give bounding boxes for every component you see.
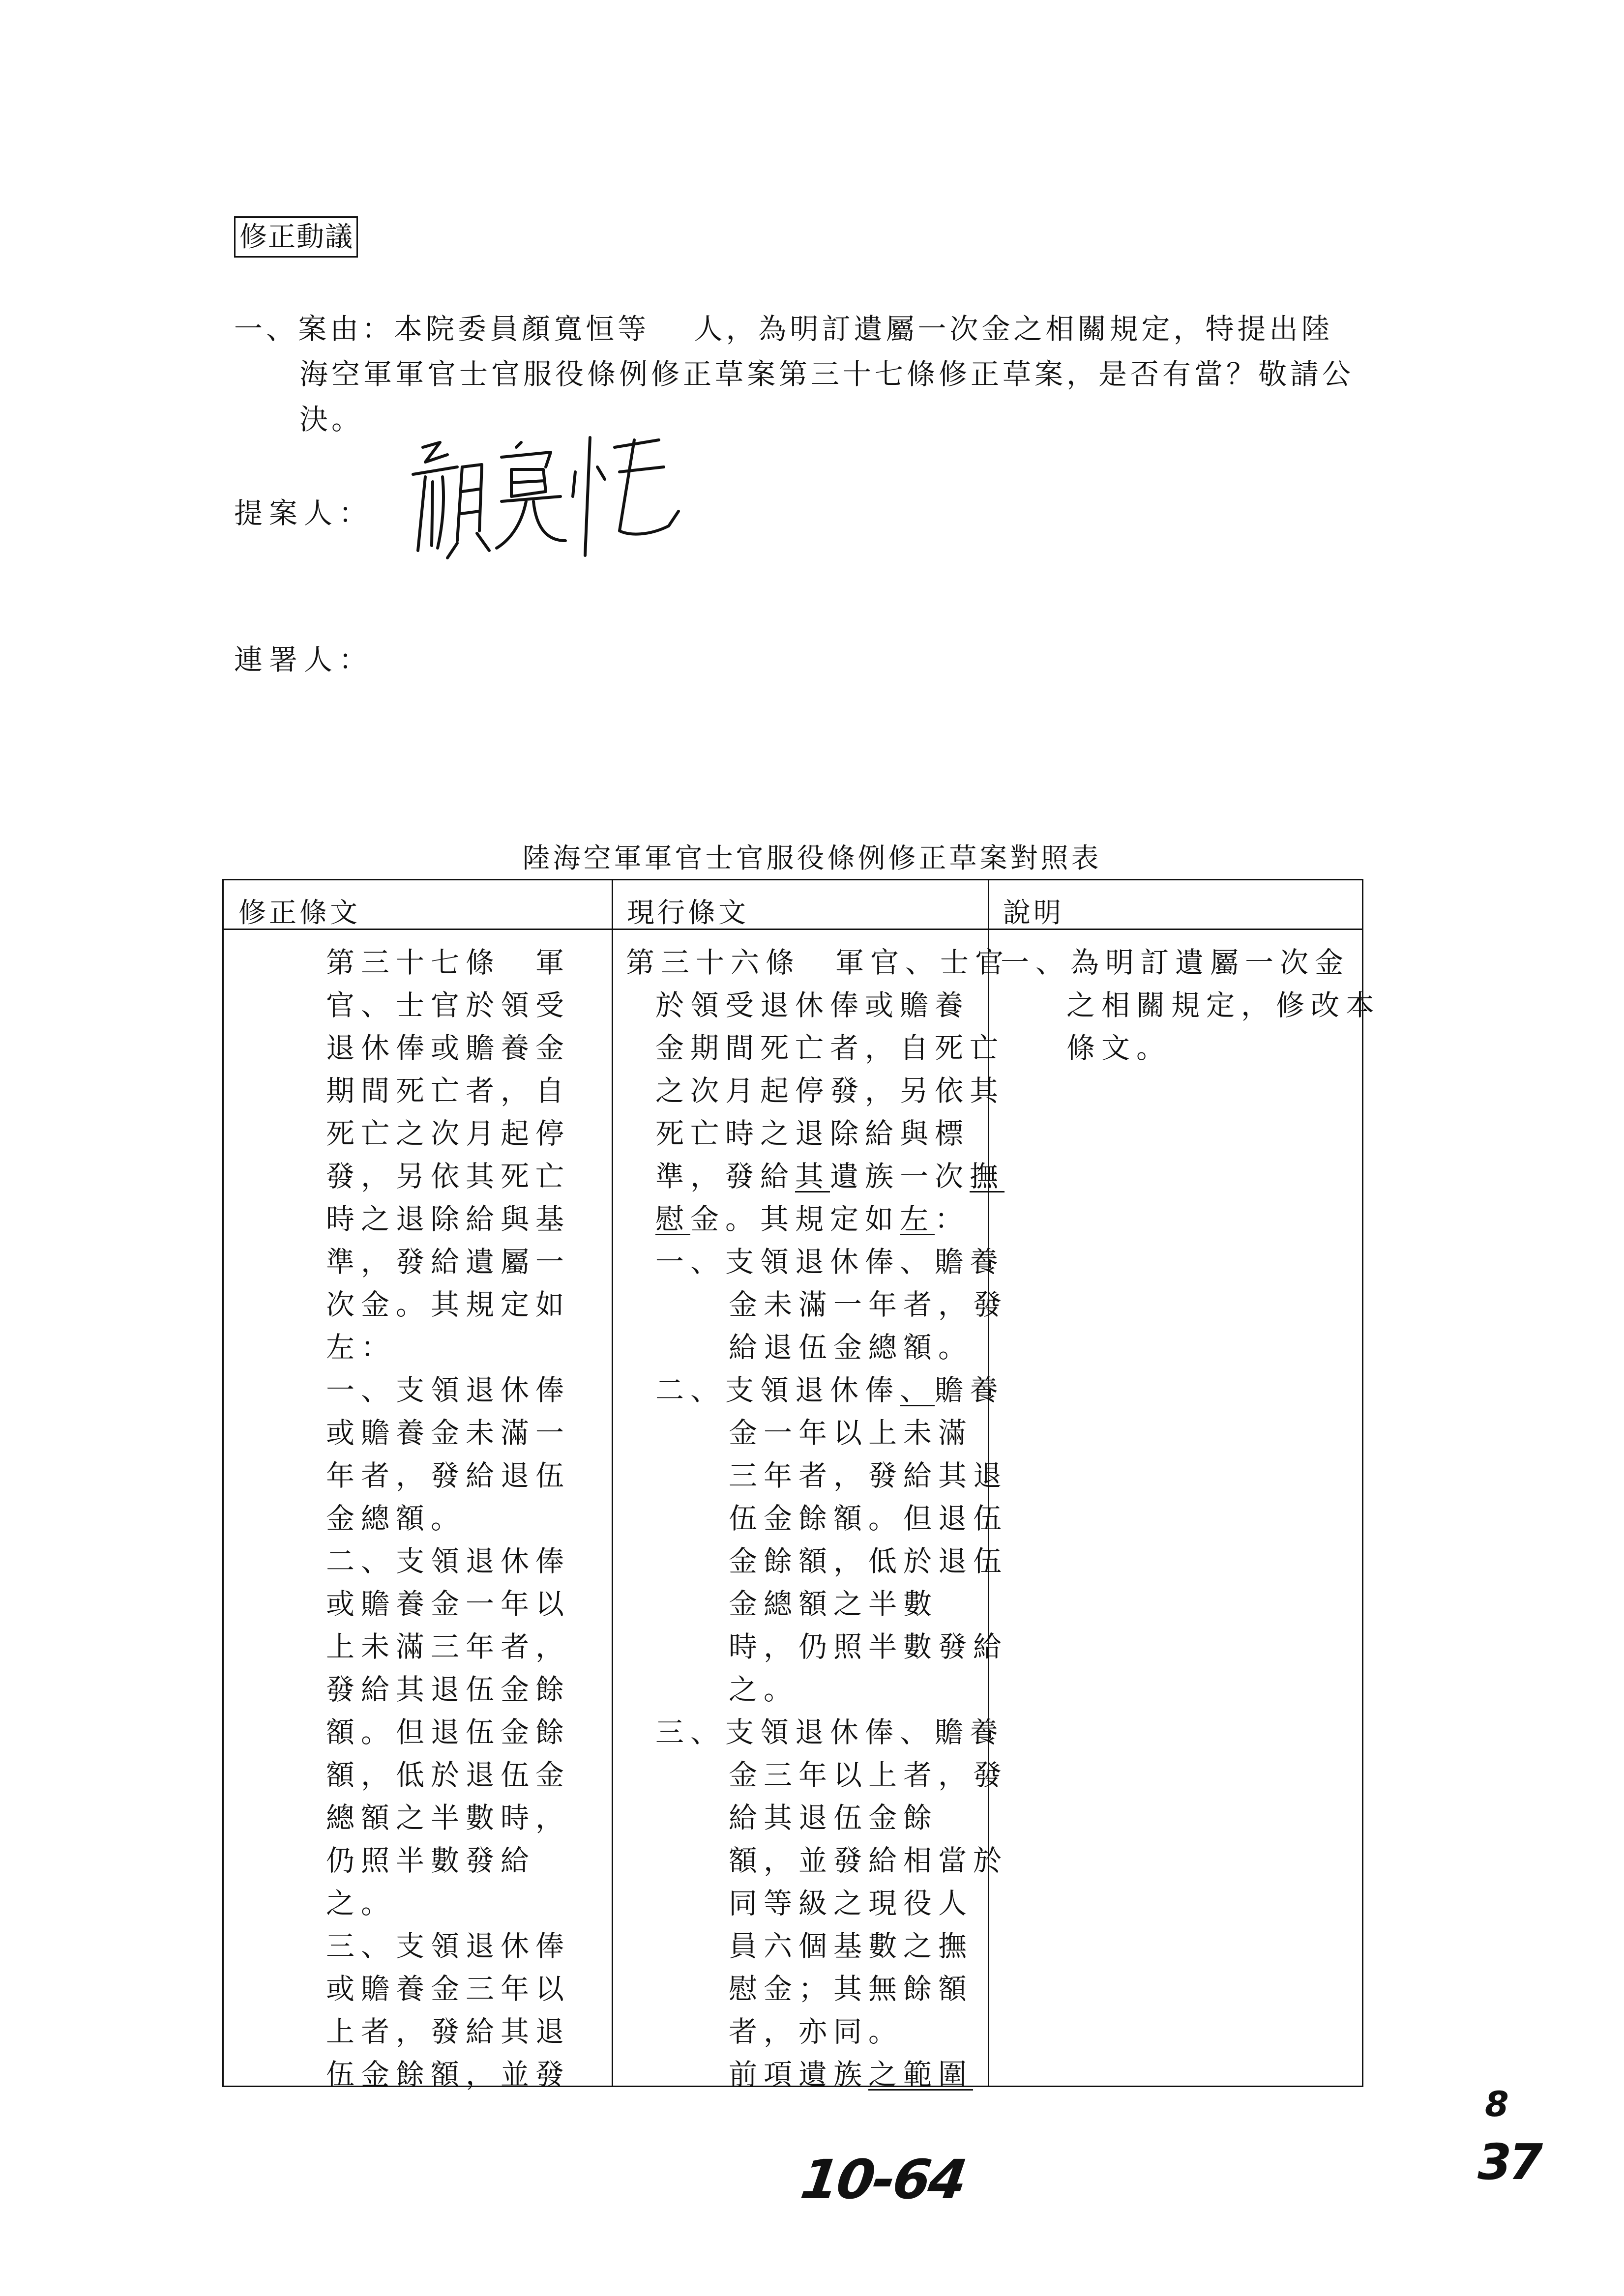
current-line <box>729 1966 973 2007</box>
amended-line: 之。 <box>326 1887 396 1920</box>
line-text: 給其退伍金餘 <box>729 1801 939 1834</box>
current-line <box>729 1624 1008 1665</box>
explanation-line: 之相關規定，修改本 <box>1066 988 1381 1022</box>
current-line <box>729 1281 1008 1323</box>
line-text: 死亡時之退除給與標 <box>655 1117 970 1150</box>
current-line <box>729 1453 1008 1494</box>
amended-line: 期間死亡者，自 <box>326 1074 571 1107</box>
current-line <box>729 1324 973 1366</box>
amended-line: 退休俸或贍養金 <box>326 1031 571 1065</box>
current-line <box>655 1025 1004 1066</box>
amended-line: 三、支領退休俸 <box>326 1929 571 1963</box>
line-text: 員六個基數之撫 <box>729 1929 974 1963</box>
current-line <box>655 1068 1004 1109</box>
header-explanation: 說明 <box>1003 897 1064 929</box>
line-text: 前項遺族 <box>729 2058 869 2091</box>
amended-line: 金總額。 <box>326 1502 466 1535</box>
amended-line: 額。但退伍金餘 <box>326 1715 571 1749</box>
amended-line: 準，發給遺屬一 <box>326 1245 571 1279</box>
line-text: 金。其規定如 <box>690 1202 900 1236</box>
amended-line: 時之退除給與基 <box>326 1202 571 1236</box>
line-text: 之。 <box>729 1673 799 1706</box>
underlined-text: 慰 <box>655 1202 691 1236</box>
amended-line: 伍金餘額，並發 <box>326 2058 571 2091</box>
line-text: 慰金；其無餘額 <box>729 1972 974 2005</box>
amended-line: 次金。其規定如 <box>326 1288 571 1321</box>
amended-line: 仍照半數發給 <box>326 1844 536 1877</box>
explanation-line: 一、為明訂遺屬一次金 <box>1001 946 1350 979</box>
line-text: ： <box>935 1202 970 1236</box>
line-text: 金期間死亡者，自死亡 <box>655 1031 1005 1065</box>
underlined-text: 撫 <box>970 1160 1005 1193</box>
current-line <box>729 1837 1008 1879</box>
amended-line: 發，另依其死亡 <box>326 1160 571 1193</box>
current-line <box>729 1666 798 1708</box>
amended-line: 或贍養金未滿一 <box>326 1416 571 1450</box>
line-text: 者，亦同。 <box>729 2015 904 2048</box>
line-text: 一、支領退休俸、贍養 <box>655 1245 1005 1279</box>
case-line: 海空軍軍官士官服役條例修正草案第三十七條修正草案，是否有當？敬請公 <box>299 357 1355 391</box>
line-text: 之次月起停發，另依其 <box>655 1074 1005 1107</box>
current-line <box>655 982 970 1023</box>
handwritten-sheet-number: 8 <box>1485 2084 1509 2124</box>
amended-line: 死亡之次月起停 <box>326 1117 571 1150</box>
amended-line: 一、支領退休俸 <box>326 1373 571 1407</box>
amended-line: 左： <box>326 1331 396 1364</box>
case-line: 一、案由：本院委員顏寬恒等 人，為明訂遺屬一次金之相關規定，特提出陸 <box>234 312 1333 346</box>
current-line <box>655 1709 1004 1750</box>
line-text: 同等級之現役人 <box>729 1887 974 1920</box>
line-text: 金一年以上未滿 <box>729 1416 974 1450</box>
current-line <box>655 1153 1004 1194</box>
line-text: 三年者，發給其退 <box>729 1459 1008 1492</box>
current-line <box>729 1581 938 1622</box>
explanation-line: 條文。 <box>1066 1031 1172 1065</box>
line-text: 金餘額，低於退伍 <box>729 1544 1008 1578</box>
line-text: 額，並發給相當於 <box>729 1844 1008 1877</box>
handwritten-page-number: 10-64 <box>797 2148 969 2211</box>
current-line <box>655 1110 970 1152</box>
line-text: 贍養 <box>935 1373 1005 1407</box>
current-line <box>729 1923 973 1964</box>
current-line <box>626 939 1010 981</box>
cosigner-label: 連署人： <box>234 643 374 676</box>
proposer-label: 提案人： <box>234 496 374 530</box>
line-text: 伍金餘額。但退伍 <box>729 1502 1008 1535</box>
case-line: 決。 <box>299 403 364 436</box>
comparison-table <box>222 879 1381 2091</box>
amended-line: 額，低於退伍金 <box>326 1758 571 1792</box>
amended-line: 第三十七條 軍 <box>326 946 571 979</box>
amended-line: 二、支領退休俸 <box>326 1544 571 1578</box>
proposer-signature <box>403 428 688 560</box>
underlined-text: 其 <box>795 1160 830 1193</box>
current-line <box>729 1795 938 1836</box>
header-divider <box>224 929 1362 930</box>
amended-line: 發給其退伍金餘 <box>326 1673 571 1706</box>
amended-line: 總額之半數時， <box>326 1801 571 1834</box>
amended-line: 年者，發給退伍 <box>326 1459 571 1492</box>
current-line <box>729 1752 1008 1793</box>
header-amended: 修正條文 <box>238 897 360 929</box>
line-text: 金三年以上者，發 <box>729 1758 1008 1792</box>
current-line <box>655 1239 1004 1280</box>
line-text: 給退伍金總額。 <box>729 1331 974 1364</box>
current-line <box>729 1538 1008 1579</box>
line-text: 金未滿一年者，發 <box>729 1288 1008 1321</box>
line-text: 金總額之半數 <box>729 1587 939 1621</box>
line-text: 時，仍照半數發給 <box>729 1630 1008 1663</box>
motion-label-box: 修正動議 <box>234 216 358 258</box>
underlined-text: 、 <box>900 1373 935 1407</box>
amended-line: 官、士官於領受 <box>326 988 571 1022</box>
current-line <box>729 2051 973 2093</box>
column-divider <box>612 880 613 2086</box>
current-line <box>655 1367 1004 1408</box>
amended-line: 或贍養金一年以 <box>326 1587 571 1621</box>
current-line <box>729 1880 973 1921</box>
handwritten-sheet-total: 37 <box>1477 2133 1540 2191</box>
table-title: 陸海空軍軍官士官服役條例修正草案對照表 <box>522 843 1102 874</box>
underlined-text: 左 <box>900 1202 935 1236</box>
line-text: 第三十六條 軍官、士官 <box>626 946 1010 979</box>
current-line <box>729 1410 973 1451</box>
amended-line: 上者，發給其退 <box>326 2015 571 2048</box>
header-current: 現行條文 <box>627 897 749 929</box>
current-line <box>655 1196 970 1237</box>
amended-line: 上未滿三年者， <box>326 1630 571 1663</box>
line-text: 於領受退休俸或贍養 <box>655 988 970 1022</box>
current-line <box>729 1495 1008 1537</box>
underlined-text: 之範圍 <box>868 2058 974 2091</box>
line-text: 三、支領退休俸、贍養 <box>655 1715 1005 1749</box>
line-text: 二、支領退休俸 <box>655 1373 900 1407</box>
line-text: 遺族一次 <box>830 1160 970 1193</box>
amended-line: 或贍養金三年以 <box>326 1972 571 2005</box>
current-line <box>729 2008 903 2050</box>
line-text: 準，發給 <box>655 1160 796 1193</box>
